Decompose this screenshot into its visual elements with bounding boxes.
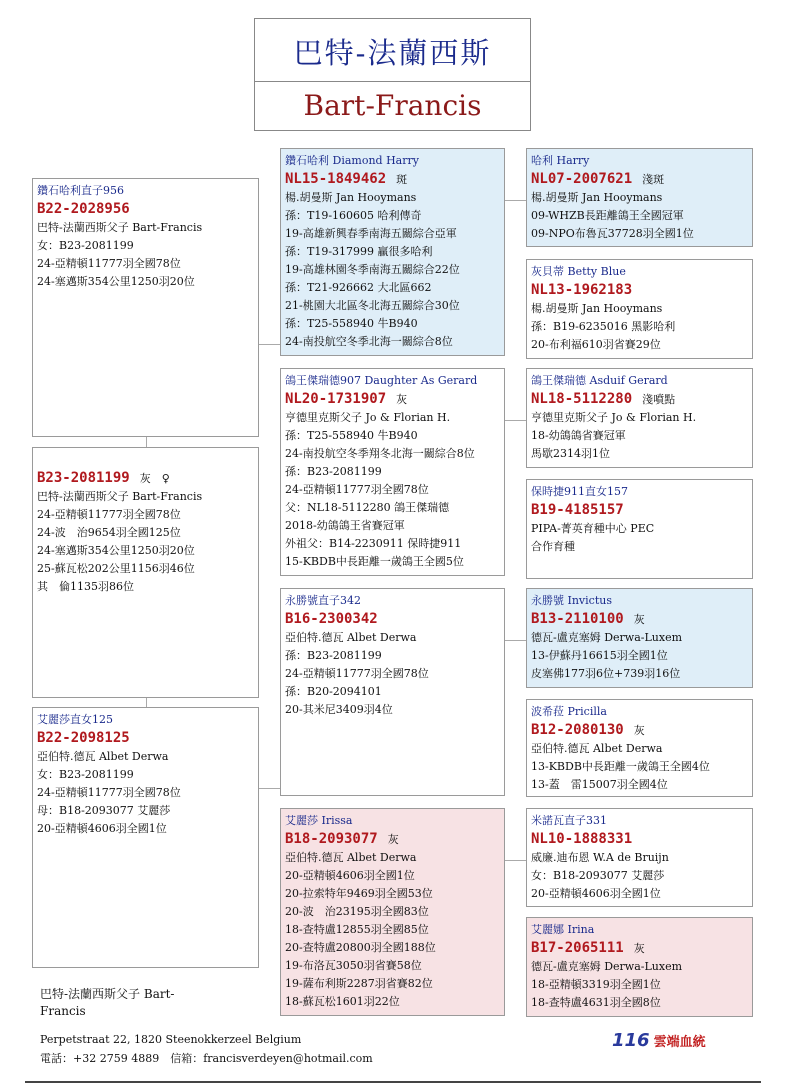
card-line: 亞伯特.德瓦 Albet Derwa [285, 631, 417, 644]
pedigree-card-sire-sire[interactable] [280, 148, 505, 356]
card-name: 艾麗莎直女125 [37, 713, 113, 726]
card-ring-number: B12-2080130 灰 [531, 722, 645, 738]
card-line: 24-波 治9654羽全國125位 [37, 526, 181, 539]
card-ring-number: B23-2081199 灰 ♀ [37, 470, 170, 486]
card-line: 孫：T25-558940 牛B940 [285, 317, 418, 330]
pedigree-card-gg-5[interactable] [526, 588, 753, 688]
connector-line [504, 420, 526, 421]
card-name: 灰貝蒂 Betty Blue [531, 265, 626, 278]
card-line: 24-亞精頓11777羽全國78位 [285, 483, 429, 496]
card-ring-number: B18-2093077 灰 [285, 831, 399, 847]
card-line: PIPA-菁英育種中心 PEC [531, 522, 655, 535]
card-line: 合作育種 [531, 540, 575, 553]
pedigree-card-sire[interactable] [32, 178, 259, 437]
pedigree-card-gg-7[interactable] [526, 808, 753, 907]
card-name: 米諾瓦直子331 [531, 814, 607, 827]
card-name: 哈利 Harry [531, 154, 590, 167]
card-line: 威廉.迪布恩 W.A de Bruijn [531, 851, 669, 864]
card-line: 亞伯特.德瓦 Albet Derwa [37, 750, 169, 763]
logo-text: 雲端血統 [653, 1035, 706, 1050]
card-line: 24-亞精頓11777羽全國78位 [37, 257, 181, 270]
card-line: 24-南投航空冬季北海一關綜合8位 [285, 335, 453, 348]
connector-line [259, 344, 280, 345]
card-name: 鑽石哈利直子956 [37, 184, 124, 197]
card-ring-number: B17-2065111 灰 [531, 940, 645, 956]
card-line: 18-蘇瓦松1601羽22位 [285, 995, 400, 1008]
card-name: 鴿王傑瑞德 Asduif Gerard [531, 374, 668, 387]
card-line: 亨德里克斯父子 Jo & Florian H. [285, 411, 451, 424]
card-line: 24-塞邁斯354公里1250羽20位 [37, 544, 195, 557]
card-line: 德瓦-盧克塞姆 Derwa-Luxem [531, 960, 683, 973]
card-line: 2018-幼鴿鴿王省賽冠軍 [285, 519, 405, 532]
card-line: 25-蘇瓦松202公里1156羽46位 [37, 562, 195, 575]
connector-line [259, 788, 280, 789]
card-line: 亞伯特.德瓦 Albet Derwa [531, 742, 663, 755]
card-line: 巴特-法蘭西斯父子 Bart-Francis [37, 490, 203, 503]
card-line: 18-查特盧12855羽全國85位 [285, 923, 429, 936]
card-line: 20-亞精頓4606羽全國1位 [531, 887, 661, 900]
card-line: 母：B18-2093077 艾麗莎 [37, 804, 171, 817]
pedigree-card-gg-3[interactable] [526, 368, 753, 468]
card-name: 永勝號直子342 [285, 594, 361, 607]
card-line: 女：B18-2093077 艾麗莎 [531, 869, 665, 882]
card-name [37, 451, 254, 469]
card-ring-number: NL15-1849462 斑 [285, 171, 408, 187]
card-line: 孫：B19-6235016 黑影哈利 [531, 320, 676, 333]
pedigree-card-gg-4[interactable] [526, 479, 753, 579]
pedigree-card-gg-6[interactable] [526, 699, 753, 797]
card-name: 鑽石哈利 Diamond Harry [285, 154, 419, 167]
card-line: 楊.胡曼斯 Jan Hooymans [531, 191, 663, 204]
card-line: 20-亞精頓4606羽全國1位 [37, 822, 167, 835]
pedigree-card-sire-dam[interactable] [280, 368, 505, 576]
card-ring-number: NL18-5112280 淺噴點 [531, 391, 676, 407]
title-box [254, 18, 531, 131]
connector-line [504, 200, 526, 201]
card-name: 永勝號 Invictus [531, 594, 612, 607]
brand-logo [612, 1030, 722, 1054]
card-line: 09-WHZB長距離鴿王全國冠軍 [531, 209, 684, 222]
breeder-contact: 電話：+32 2759 4889 信箱：francisverdeyen@hotmail.com [40, 1052, 373, 1065]
card-line: 20-布利福610羽省賽29位 [531, 338, 661, 351]
card-line: 20-拉索特年9469羽全國53位 [285, 887, 433, 900]
card-line: 20-查特盧20800羽全國188位 [285, 941, 436, 954]
card-name: 艾麗娜 Irina [531, 923, 595, 936]
card-line: 孫：T19-317999 贏很多哈利 [285, 245, 433, 258]
card-ring-number: NL13-1962183 [531, 282, 633, 298]
card-line: 孫：B20-2094101 [285, 685, 382, 698]
card-name: 鴿王傑瑞德907 Daughter As Gerard [285, 374, 478, 387]
card-line: 18-查特盧4631羽全國8位 [531, 996, 661, 1009]
card-ring-number: B22-2098125 [37, 730, 130, 746]
card-line: 24-亞精頓11777羽全國78位 [37, 786, 181, 799]
card-line: 亞伯特.德瓦 Albet Derwa [285, 851, 417, 864]
card-line: 13-伊蘇丹16615羽全國1位 [531, 649, 668, 662]
card-line: 15-KBDB中長距離一歲鴿王全國5位 [285, 555, 464, 568]
card-line: 孫：T19-160605 哈利傳奇 [285, 209, 422, 222]
pedigree-card-gg-1[interactable] [526, 148, 753, 247]
logo-number: 116 [612, 1030, 650, 1051]
card-line: 亨德里克斯父子 Jo & Florian H. [531, 411, 697, 424]
card-line: 09-NPO布魯瓦37728羽全國1位 [531, 227, 694, 240]
card-line: 孫：T21-926662 大北區662 [285, 281, 432, 294]
card-line: 20-波 治23195羽全國83位 [285, 905, 429, 918]
pedigree-card-dam-dam[interactable] [280, 808, 505, 1016]
card-line: 24-亞精頓11777羽全國78位 [285, 667, 429, 680]
card-line: 24-亞精頓11777羽全國78位 [37, 508, 181, 521]
card-line: 楊.胡曼斯 Jan Hooymans [531, 302, 663, 315]
card-ring-number: B13-2110100 灰 [531, 611, 645, 627]
title-chinese: 巴特-法蘭西斯 [293, 36, 492, 70]
card-line: 楊.胡曼斯 Jan Hooymans [285, 191, 417, 204]
card-ring-number: B19-4185157 [531, 502, 624, 518]
title-divider [255, 81, 530, 82]
card-line: 18-亞精頓3319羽全國1位 [531, 978, 661, 991]
bottom-rule [25, 1081, 761, 1083]
connector-line [146, 697, 147, 707]
card-name: 波希菈 Pricilla [531, 705, 607, 718]
card-line: 孫：B23-2081199 [285, 649, 382, 662]
card-line: 20-亞精頓4606羽全國1位 [285, 869, 415, 882]
card-name: 艾麗莎 Irissa [285, 814, 353, 827]
pedigree-card-gg-8[interactable] [526, 917, 753, 1017]
card-ring-number: B22-2028956 [37, 201, 130, 217]
connector-line [504, 860, 526, 861]
card-line: 女：B23-2081199 [37, 768, 134, 781]
card-line: 19-高雄林園冬季南海五關綜合22位 [285, 263, 460, 276]
card-line: 20-其米尼3409羽4位 [285, 703, 393, 716]
card-line: 24-南投航空冬季翔冬北海一關綜合8位 [285, 447, 475, 460]
card-ring-number: NL20-1731907 灰 [285, 391, 408, 407]
connector-line [146, 436, 147, 447]
card-line: 皮塞佛177羽6位+739羽16位 [531, 667, 681, 680]
pedigree-card-subject[interactable] [32, 447, 259, 698]
breeder-name: 巴特-法蘭西斯父子 Bart- Francis [40, 987, 175, 1018]
card-name: 保時捷911直女157 [531, 485, 628, 498]
card-line: 19-布洛瓦3050羽省賽58位 [285, 959, 422, 972]
card-ring-number: NL07-2007621 淺斑 [531, 171, 665, 187]
card-ring-number: NL10-1888331 [531, 831, 633, 847]
connector-line [504, 640, 526, 641]
card-line: 德瓦-盧克塞姆 Derwa-Luxem [531, 631, 683, 644]
card-line: 13-蓋 雷15007羽全國4位 [531, 778, 668, 791]
card-line: 21-桃園大北區冬北海五關綜合30位 [285, 299, 460, 312]
breeder-address: Perpetstraat 22, 1820 Steenokkerzeel Belgium [40, 1033, 302, 1046]
card-line: 18-幼鴿鴿省賽冠軍 [531, 429, 626, 442]
card-line: 女：B23-2081199 [37, 239, 134, 252]
pedigree-card-dam-sire[interactable] [280, 588, 505, 796]
pedigree-card-gg-2[interactable] [526, 259, 753, 359]
card-line: 其 倫1135羽86位 [37, 580, 134, 593]
card-line: 孫：T25-558940 牛B940 [285, 429, 418, 442]
card-line: 巴特-法蘭西斯父子 Bart-Francis [37, 221, 203, 234]
pedigree-card-dam[interactable] [32, 707, 259, 968]
card-ring-number: B16-2300342 [285, 611, 378, 627]
card-line: 孫：B23-2081199 [285, 465, 382, 478]
card-line: 外祖父：B14-2230911 保時捷911 [285, 537, 462, 550]
card-line: 父：NL18-5112280 鴿王傑瑞德 [285, 501, 450, 514]
card-line: 馬歇2314羽1位 [531, 447, 610, 460]
card-line: 24-塞邁斯354公里1250羽20位 [37, 275, 195, 288]
card-line: 13-KBDB中長距離一歲鴿王全國4位 [531, 760, 710, 773]
title-english: Bart-Francis [303, 89, 482, 122]
card-line: 19-高雄新興春季南海五關綜合亞軍 [285, 227, 457, 240]
card-line: 19-薩布利斯2287羽省賽82位 [285, 977, 433, 990]
